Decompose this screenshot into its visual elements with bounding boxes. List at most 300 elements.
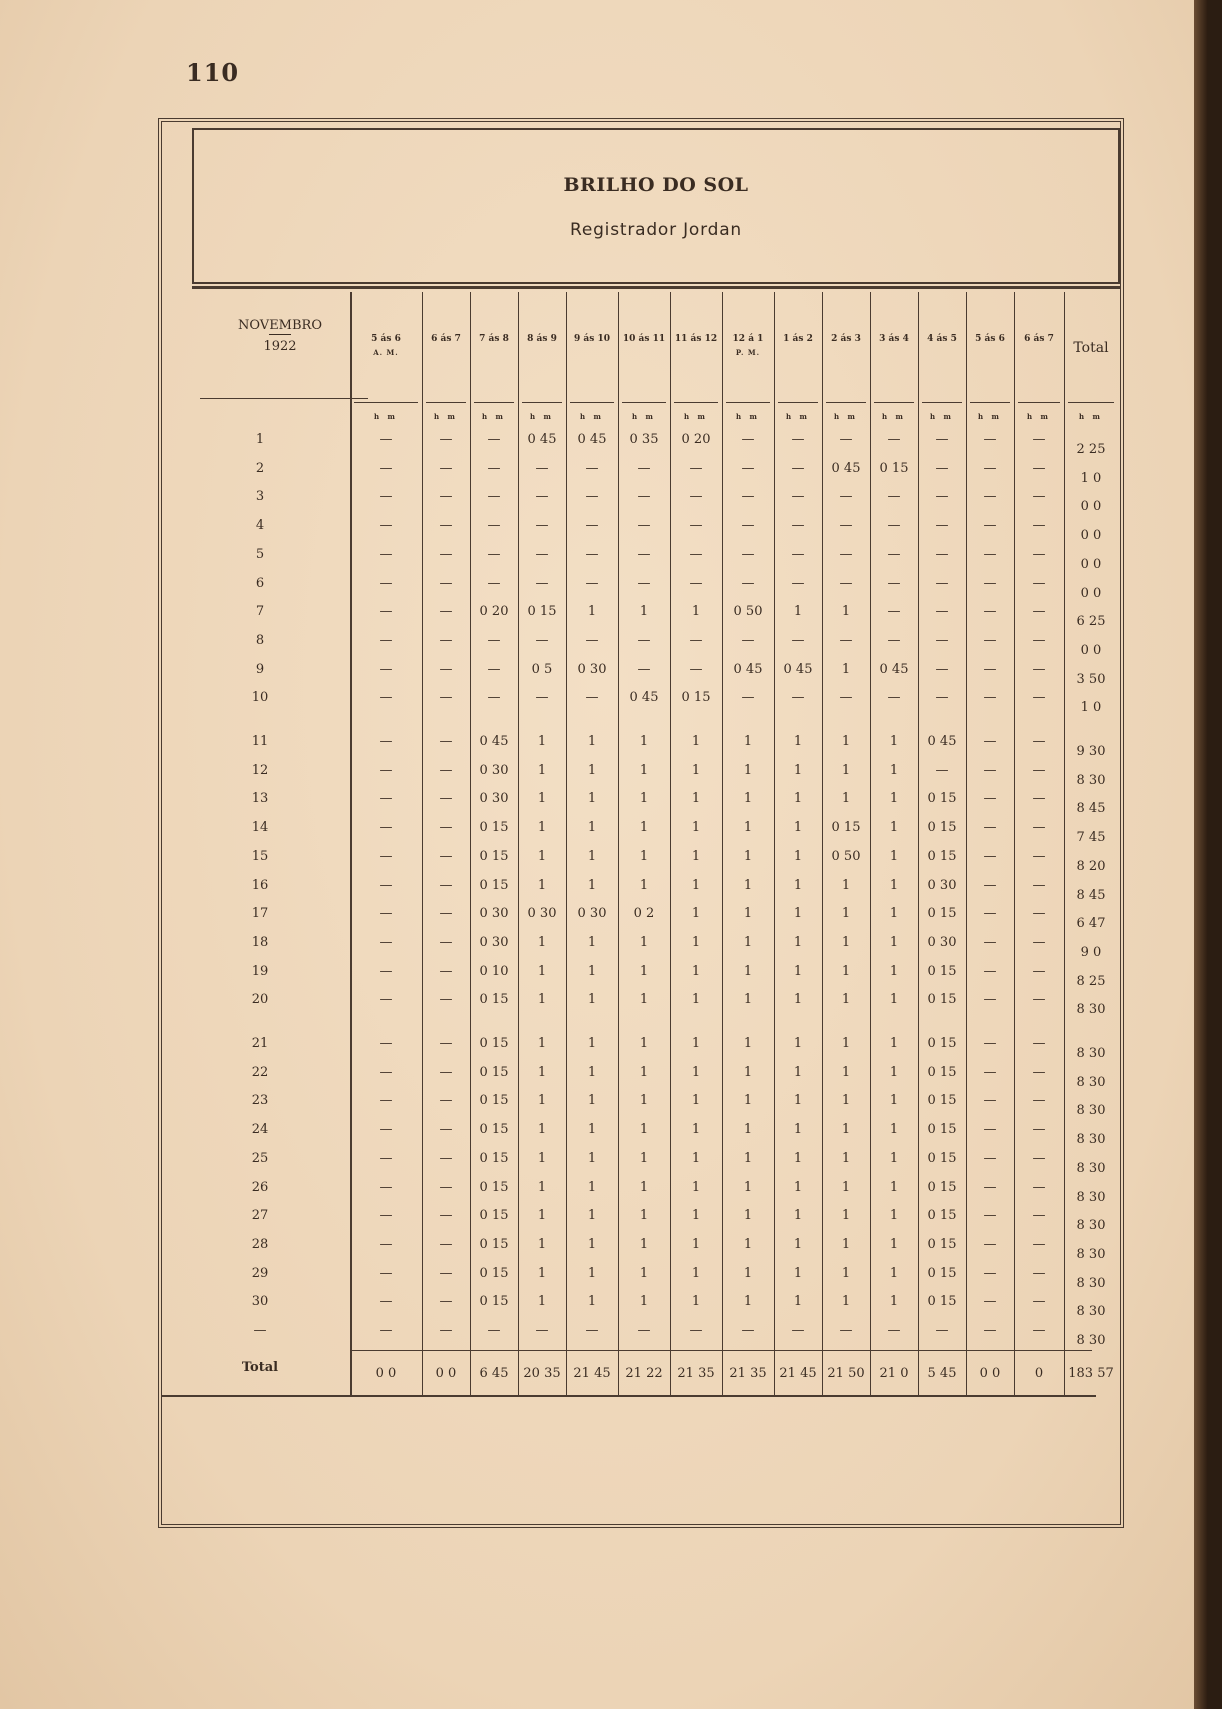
daily-total-cell: 1 0 [1080, 470, 1102, 486]
hour-cell: 0 15 [479, 1122, 509, 1138]
hour-cell: 1 [889, 1236, 899, 1252]
day-label: 30 [251, 1294, 269, 1310]
hour-cell: — [439, 992, 453, 1008]
hour-cell: — [439, 575, 453, 591]
hour-cell: 1 [537, 1208, 547, 1224]
hour-cell: 1 [889, 1036, 899, 1051]
column-divider [518, 292, 519, 1397]
hour-cell: — [1032, 1150, 1046, 1166]
hour-cell: — [585, 518, 599, 534]
hour-cell: 1 [537, 762, 547, 778]
hour-cell: — [935, 661, 949, 677]
hour-cell: — [983, 1064, 997, 1080]
column-divider [470, 292, 471, 1397]
hour-cell: 1 [743, 791, 753, 807]
hour-cell: 0 50 [733, 604, 763, 620]
column-header-label: 10 ás 11 [622, 334, 666, 344]
hour-cell: 0 20 [479, 604, 509, 620]
hour-cell: 1 [793, 848, 803, 864]
hour-cell: 1 [743, 1150, 753, 1166]
column-header [1014, 332, 1064, 346]
daily-total-cell: 9 30 [1076, 744, 1106, 759]
hour-cell: — [637, 1323, 651, 1338]
day-label: 21 [251, 1036, 269, 1051]
hour-cell: 1 [537, 992, 547, 1008]
day-label: 2 [255, 460, 265, 476]
hour-cell: — [689, 632, 703, 648]
hour-cell: 1 [841, 963, 851, 979]
grand-total-cell: 183 57 [1068, 1366, 1114, 1381]
header-rule [200, 398, 368, 399]
hour-cell: 0 15 [927, 820, 957, 836]
column-divider [566, 292, 567, 1397]
hour-cell: — [1032, 963, 1046, 979]
hour-cell: — [983, 848, 997, 864]
hour-cell: 0 15 [527, 604, 557, 620]
hour-cell: — [379, 1323, 393, 1338]
hour-cell: — [1032, 1236, 1046, 1252]
column-header [350, 332, 422, 360]
hour-cell: 1 [889, 1179, 899, 1195]
hour-cell: 0 15 [479, 1236, 509, 1252]
hour-cell: 0 15 [927, 1294, 957, 1310]
hour-cell: 1 [639, 1265, 649, 1281]
column-header [518, 332, 566, 346]
hour-cell: — [439, 906, 453, 922]
hour-cell: — [741, 632, 755, 648]
hour-cell: 1 [691, 1093, 701, 1109]
column-total-cell: 21 0 [879, 1366, 909, 1381]
hour-cell: 1 [537, 963, 547, 979]
hour-cell: — [637, 546, 651, 562]
page-subtitle: Registrador Jordan [569, 220, 743, 240]
hour-cell: 1 [639, 791, 649, 807]
hour-cell: 1 [743, 1036, 753, 1051]
hour-cell: — [839, 518, 853, 534]
day-label: 18 [251, 934, 269, 950]
hour-cell: 1 [691, 604, 701, 620]
daily-total-cell: 8 45 [1076, 801, 1106, 817]
hour-cell: 1 [587, 1093, 597, 1109]
hour-cell: — [379, 1294, 393, 1310]
header-rule [922, 402, 962, 403]
day-label: 12 [251, 762, 269, 778]
hour-cell: — [439, 432, 453, 447]
column-header-label: 3 ás 4 [879, 334, 909, 344]
hour-cell: — [983, 1036, 997, 1051]
month-header [200, 318, 360, 355]
hour-cell: 1 [639, 1294, 649, 1310]
hour-cell: — [983, 1122, 997, 1138]
hour-cell: 1 [889, 848, 899, 864]
hour-cell: 1 [537, 1150, 547, 1166]
hour-cell: 0 15 [479, 848, 509, 864]
hour-cell: 0 5 [531, 661, 553, 677]
hour-cell: 0 2 [633, 906, 655, 922]
day-label: 19 [251, 963, 269, 979]
day-label: 11 [251, 734, 269, 749]
hour-cell: 1 [743, 1179, 753, 1195]
hour-cell: 0 15 [479, 1294, 509, 1310]
unit-label: h m [1027, 412, 1051, 421]
hour-cell: — [741, 1323, 755, 1338]
daily-total-cell: 8 30 [1076, 1189, 1106, 1205]
hour-cell: — [741, 432, 755, 447]
hour-cell: 1 [587, 1265, 597, 1281]
hour-cell: — [487, 460, 501, 476]
header-rule [522, 402, 562, 403]
hour-cell: 1 [639, 1036, 649, 1051]
hour-cell: 1 [889, 963, 899, 979]
daily-total-cell: 3 50 [1076, 671, 1106, 687]
hour-cell: 1 [743, 1294, 753, 1310]
hour-cell: — [637, 460, 651, 476]
hour-cell: 0 30 [577, 661, 607, 677]
unit-label: h m [530, 412, 554, 421]
hour-cell: 1 [793, 1064, 803, 1080]
day-label: 23 [251, 1093, 269, 1109]
hour-cell: 0 30 [479, 906, 509, 922]
hour-cell: 1 [639, 848, 649, 864]
hour-cell: — [741, 460, 755, 476]
day-label: 24 [251, 1122, 269, 1138]
hour-cell: — [379, 432, 393, 447]
hour-cell: — [535, 632, 549, 648]
hour-cell: 1 [691, 1064, 701, 1080]
hour-cell: 1 [841, 661, 851, 677]
hour-cell: — [791, 575, 805, 591]
hour-cell: 1 [841, 1064, 851, 1080]
column-divider [822, 292, 823, 1397]
hour-cell: 0 30 [479, 934, 509, 950]
daily-total-cell: 8 30 [1076, 1074, 1106, 1090]
header-rule [726, 402, 770, 403]
hour-cell: 1 [691, 992, 701, 1008]
column-header [618, 332, 670, 346]
hour-cell: — [1032, 546, 1046, 562]
hour-cell: 0 15 [479, 1150, 509, 1166]
hour-cell: — [935, 632, 949, 648]
hour-cell: — [379, 1236, 393, 1252]
hour-cell: — [791, 1323, 805, 1338]
hour-cell: — [983, 460, 997, 476]
hour-cell: — [935, 762, 949, 778]
column-header-label: 5 ás 6 [371, 334, 401, 344]
hour-cell: — [983, 762, 997, 778]
column-header-label: 12 á 1 [732, 334, 764, 344]
hour-cell: 0 15 [927, 1036, 957, 1051]
hour-cell: — [791, 546, 805, 562]
hour-cell: 0 30 [927, 934, 957, 950]
hour-cell: — [439, 489, 453, 505]
column-total-cell: 5 45 [927, 1366, 957, 1381]
hour-cell: — [637, 575, 651, 591]
day-label: 13 [251, 791, 269, 807]
hour-cell: 1 [537, 1122, 547, 1138]
column-total-cell: 21 22 [625, 1366, 663, 1381]
hour-cell: 1 [537, 791, 547, 807]
hour-cell: 0 45 [629, 690, 659, 706]
hour-cell: — [379, 963, 393, 979]
hour-cell: — [379, 661, 393, 677]
column-total-cell: 21 35 [677, 1366, 715, 1381]
hour-cell: 1 [691, 1294, 701, 1310]
hour-cell: 1 [537, 1036, 547, 1051]
hour-cell: 0 15 [479, 1208, 509, 1224]
hour-cell: — [839, 432, 853, 447]
hour-cell: 1 [639, 734, 649, 749]
hour-cell: — [487, 518, 501, 534]
hour-cell: 1 [587, 1122, 597, 1138]
hour-cell: — [439, 460, 453, 476]
hour-cell: 1 [639, 877, 649, 893]
hour-cell: — [379, 632, 393, 648]
hour-cell: 1 [537, 848, 547, 864]
hour-cell: — [585, 546, 599, 562]
hour-cell: 1 [841, 1236, 851, 1252]
hour-cell: — [439, 518, 453, 534]
hour-cell: 1 [889, 791, 899, 807]
hour-cell: — [379, 604, 393, 620]
hour-cell: 0 15 [927, 1064, 957, 1080]
hour-cell: 1 [841, 1265, 851, 1281]
hour-cell: 1 [793, 934, 803, 950]
day-label: 7 [255, 604, 265, 620]
column-header [722, 332, 774, 360]
column-header-period: P. M. [735, 348, 761, 357]
hour-cell: 1 [691, 762, 701, 778]
hour-cell: 1 [841, 1150, 851, 1166]
page-number: 110 [186, 58, 240, 87]
header-rule [570, 402, 614, 403]
hour-cell: 0 15 [927, 1208, 957, 1224]
hour-cell: 1 [691, 734, 701, 749]
hour-cell: 1 [889, 1064, 899, 1080]
hour-cell: — [689, 575, 703, 591]
hour-cell: — [379, 489, 393, 505]
hour-cell: — [935, 575, 949, 591]
hour-cell: — [379, 848, 393, 864]
hour-cell: 1 [587, 877, 597, 893]
hour-cell: — [1032, 604, 1046, 620]
hour-cell: 0 15 [479, 992, 509, 1008]
hour-cell: 1 [639, 1150, 649, 1166]
hour-cell: 1 [537, 734, 547, 749]
hour-cell: 0 50 [831, 848, 861, 864]
hour-cell: 1 [587, 1294, 597, 1310]
hour-cell: — [741, 575, 755, 591]
hour-cell: 1 [537, 1179, 547, 1195]
column-header-period: A. M. [373, 348, 399, 357]
hour-cell: — [791, 632, 805, 648]
hour-cell: 0 45 [831, 460, 861, 476]
column-total-cell: 0 [1034, 1366, 1044, 1381]
hour-cell: 1 [587, 604, 597, 620]
hour-cell: — [983, 963, 997, 979]
hour-cell: 1 [793, 906, 803, 922]
hour-cell: — [983, 877, 997, 893]
column-header-label: 6 ás 7 [431, 334, 461, 344]
hour-cell: 1 [691, 1036, 701, 1051]
hour-cell: 0 45 [527, 432, 557, 447]
column-divider [1014, 292, 1015, 1397]
column-header [774, 332, 822, 346]
hour-cell: — [585, 632, 599, 648]
hour-cell: — [379, 762, 393, 778]
hour-cell: 0 15 [681, 690, 711, 706]
hour-cell: 1 [691, 1236, 701, 1252]
hour-cell: — [379, 791, 393, 807]
hour-cell: 0 10 [479, 963, 509, 979]
hour-cell: — [379, 906, 393, 922]
hour-cell: 1 [743, 1208, 753, 1224]
column-header-total: Total [1073, 340, 1109, 356]
unit-label: h m [1079, 412, 1103, 421]
daily-total-cell: 8 30 [1076, 1304, 1106, 1320]
hour-cell: — [741, 690, 755, 706]
column-divider [870, 292, 871, 1397]
hour-cell: — [379, 518, 393, 534]
column-total-cell: 21 50 [827, 1366, 865, 1381]
column-header-label: 9 ás 10 [574, 334, 610, 344]
hour-cell: — [1032, 1294, 1046, 1310]
hour-cell: — [379, 690, 393, 706]
hour-cell: — [1032, 432, 1046, 447]
hour-cell: 1 [743, 848, 753, 864]
hour-cell: — [839, 1323, 853, 1338]
daily-total-cell: 8 30 [1076, 1002, 1106, 1018]
hour-cell: 1 [743, 1265, 753, 1281]
hour-cell: 1 [793, 734, 803, 749]
hour-cell: 1 [691, 1179, 701, 1195]
hour-cell: 0 45 [879, 661, 909, 677]
hour-cell: — [439, 848, 453, 864]
daily-total-cell: 8 30 [1076, 772, 1106, 788]
day-label: 26 [251, 1179, 269, 1195]
hour-cell: — [839, 489, 853, 505]
day-label: 4 [255, 518, 265, 534]
hour-cell: 1 [743, 1093, 753, 1109]
column-total-cell: 21 45 [779, 1366, 817, 1381]
hour-cell: — [983, 489, 997, 505]
hour-cell: — [439, 1265, 453, 1281]
hour-cell: — [637, 489, 651, 505]
day-label: 16 [251, 877, 269, 893]
unit-label: h m [434, 412, 458, 421]
hour-cell: 1 [587, 734, 597, 749]
column-divider [670, 292, 671, 1397]
hour-cell: 1 [793, 963, 803, 979]
daily-total-cell: 8 30 [1076, 1046, 1106, 1061]
hour-cell: — [689, 661, 703, 677]
hour-cell: — [439, 1093, 453, 1109]
hour-cell: — [535, 690, 549, 706]
hour-cell: — [535, 546, 549, 562]
header-rule [970, 402, 1010, 403]
daily-total-cell: 0 0 [1080, 499, 1102, 515]
hour-cell: 1 [587, 934, 597, 950]
hour-cell: 0 15 [479, 1265, 509, 1281]
hour-cell: — [1032, 906, 1046, 922]
daily-total-cell: 8 30 [1076, 1333, 1106, 1348]
hour-cell: — [1032, 1093, 1046, 1109]
hour-cell: 1 [691, 906, 701, 922]
hour-cell: — [689, 518, 703, 534]
title-box [192, 128, 1120, 284]
hour-cell: — [887, 546, 901, 562]
hour-cell: 1 [841, 1179, 851, 1195]
hour-cell: — [791, 460, 805, 476]
hour-cell: — [1032, 661, 1046, 677]
hour-cell: 1 [793, 1294, 803, 1310]
column-divider [618, 292, 619, 1397]
hour-cell: — [935, 690, 949, 706]
unit-label: h m [978, 412, 1002, 421]
hour-cell: 0 15 [927, 1093, 957, 1109]
hour-cell: — [439, 734, 453, 749]
column-header-label: 5 ás 6 [975, 334, 1005, 344]
hour-cell: 1 [587, 1036, 597, 1051]
hour-cell: — [1032, 762, 1046, 778]
column-divider [918, 292, 919, 1397]
hour-cell: 1 [587, 791, 597, 807]
hour-cell: 0 45 [783, 661, 813, 677]
hour-cell: — [983, 575, 997, 591]
daily-total-cell: 8 30 [1076, 1103, 1106, 1119]
hour-cell: — [791, 432, 805, 447]
column-header-label: 4 ás 5 [927, 334, 957, 344]
hour-cell: — [983, 604, 997, 620]
hour-cell: 1 [537, 1236, 547, 1252]
hour-cell: — [935, 1323, 949, 1338]
day-label: 1 [255, 432, 265, 447]
day-label: 9 [255, 661, 265, 677]
daily-total-cell: 0 0 [1080, 585, 1102, 601]
hour-cell: — [535, 518, 549, 534]
day-label: 3 [255, 489, 265, 505]
hour-cell: — [439, 1294, 453, 1310]
hour-cell: 1 [841, 604, 851, 620]
hour-cell: 1 [691, 934, 701, 950]
hour-cell: 1 [841, 906, 851, 922]
hour-cell: 1 [889, 1122, 899, 1138]
hour-cell: — [887, 489, 901, 505]
hour-cell: — [1032, 848, 1046, 864]
column-header [822, 332, 870, 346]
hour-cell: 1 [691, 848, 701, 864]
hour-cell: — [935, 518, 949, 534]
hour-cell: — [585, 460, 599, 476]
day-label: 14 [251, 820, 269, 836]
day-label: 15 [251, 848, 269, 864]
hour-cell: 1 [537, 1093, 547, 1109]
hour-cell: 1 [743, 820, 753, 836]
hour-cell: — [983, 791, 997, 807]
day-label: 25 [251, 1150, 269, 1166]
daily-total-cell: 8 30 [1076, 1246, 1106, 1262]
hour-cell: 1 [587, 762, 597, 778]
hour-cell: 1 [793, 1265, 803, 1281]
hour-cell: — [1032, 934, 1046, 950]
hour-cell: — [379, 546, 393, 562]
hour-cell: — [379, 1036, 393, 1051]
hour-cell: — [983, 690, 997, 706]
hour-cell: 1 [639, 1236, 649, 1252]
hour-cell: 1 [841, 1208, 851, 1224]
hour-cell: — [741, 546, 755, 562]
hour-cell: 1 [587, 992, 597, 1008]
hour-cell: 1 [793, 1122, 803, 1138]
